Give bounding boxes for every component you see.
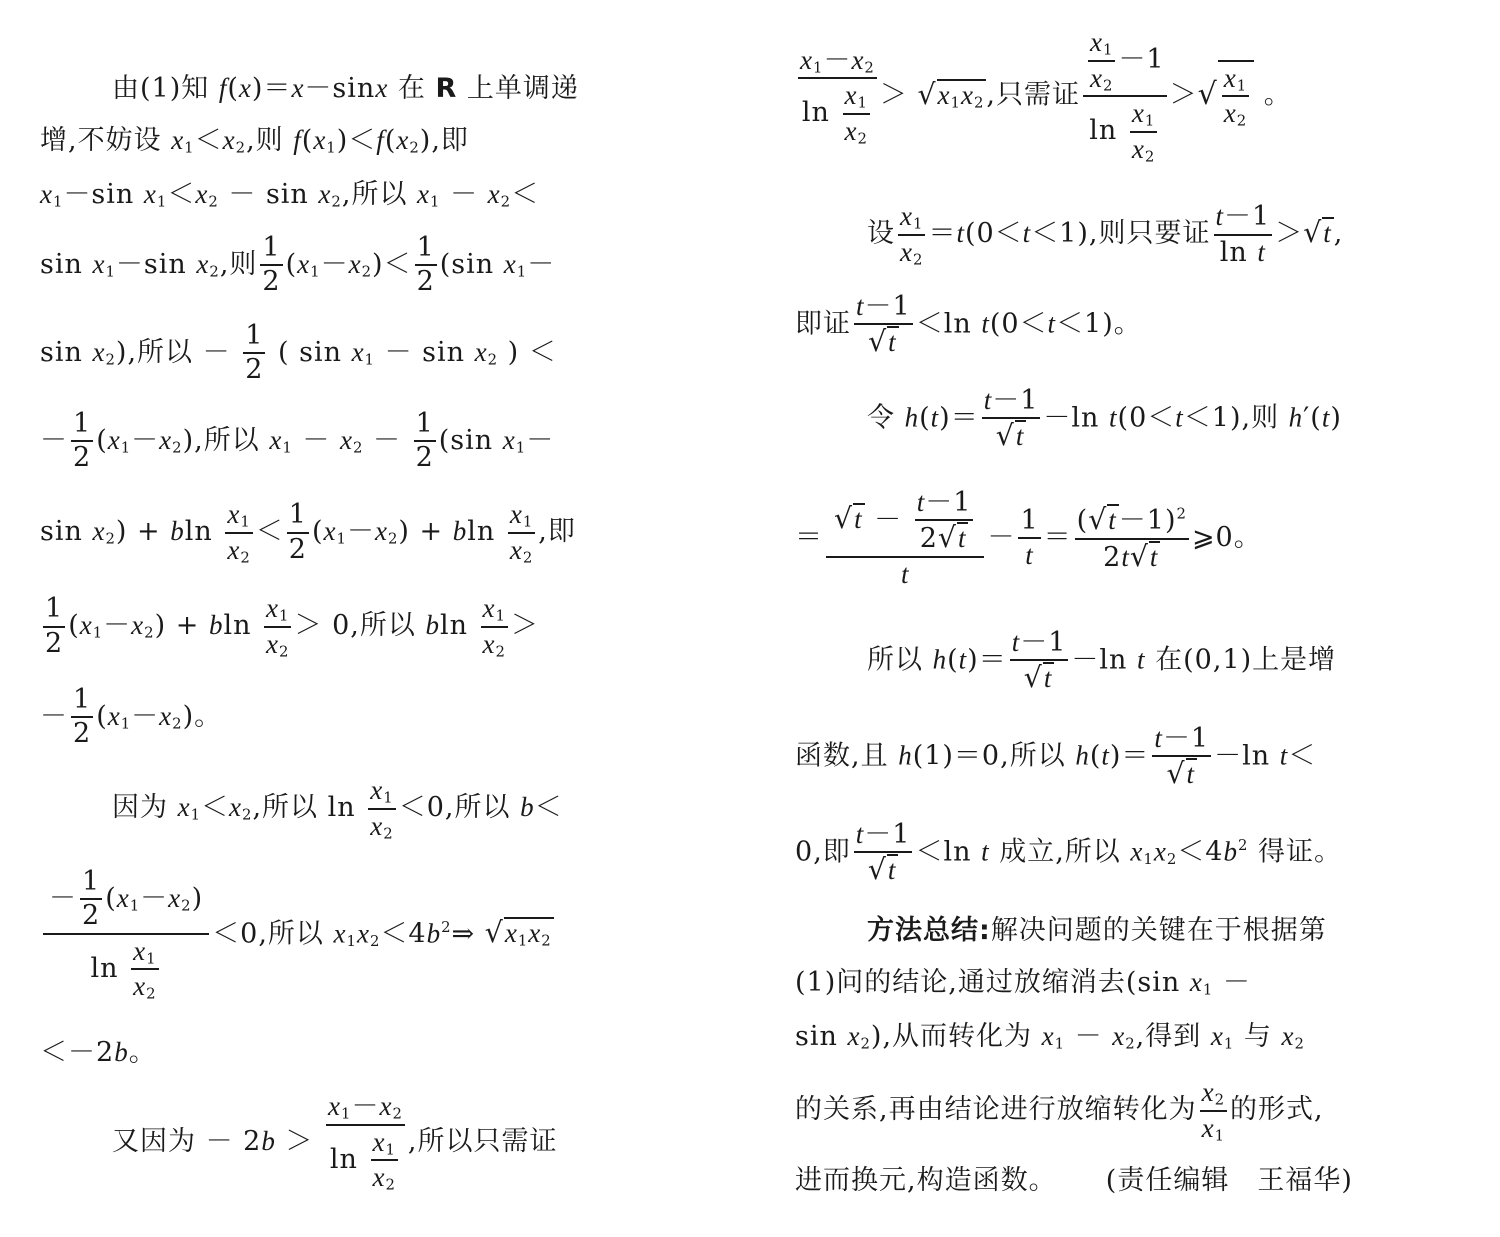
right-line-6: 所以 h(t)＝ $\frac{t-1}{√t}$ －ln t 在(0,1)上是增 <box>867 627 1337 695</box>
left-column <box>40 0 720 1237</box>
editor-credit: (责任编辑 王福华) <box>1105 1165 1353 1196</box>
right-line-10: (1)问的结论,通过放缩消去(sin $x_1$ － <box>795 967 1251 999</box>
left-line-6: － $\frac{1}{2}$ $(x_1-x_2)$,所以 $x_1 - x_2$ － $\frac{1}{2}$ (sin $x_1-$ <box>40 408 555 474</box>
right-line-2: 设 $\frac{x_1}{x_2}$ ＝t(0＜t＜1),则只要证 $\frac{t-1}{\text{ln t}}$ ＞√t, <box>867 201 1344 269</box>
left-line-9: － $\frac{1}{2}$ $(x_1-x_2)$。 <box>40 684 223 750</box>
right-line-11: $\sin x_2$),从而转化为 $x_1 - x_2$,得到 $x_1$ 与 $x_2$ <box>795 1021 1305 1053</box>
summary-title: 方法总结: <box>867 915 991 946</box>
right-line-5: ＝ √t － $\frac{t-1}{2√t}$ t － $\frac{1}{t}$ ＝ $\frac{(√t-1)^2}{2t√t}$ ⩾0。 <box>795 487 1262 589</box>
left-line-5: $\sin x_2$),所以 － $\frac{1}{2}$ ( $\sin x_1 - \sin x_2$ ) ＜ <box>40 320 557 386</box>
left-line-10: 因为 $x_1<x_2$,所以 ln $\frac{x_1}{x_2}$ ＜0,所以 b＜ <box>112 775 563 843</box>
left-line-4: $\sin x_1-\sin$ $x_2$,则 $\frac{1}{2}$ $(x_1-x_2)<$ $\frac{1}{2}$ (sin $x_1-$ <box>40 232 556 298</box>
left-line-12: ＜－2b。 <box>40 1037 157 1068</box>
right-line-7: 函数,且 h(1)＝0,所以 h(t)＝ $\frac{t-1}{√t}$ －ln t＜ <box>795 723 1317 791</box>
right-line-12: 的关系,再由结论进行放缩转化为 $\frac{x_2}{x_1}$ 的形式, <box>795 1077 1324 1145</box>
right-line-9: 方法总结:解决问题的关键在于根据第 <box>867 915 1327 946</box>
right-line-13: 进而换元,构造函数。 (责任编辑 王福华) <box>795 1165 1353 1196</box>
left-line-7: $\sin x_2) + bln$ $\frac{x_1}{x_2}$ ＜ $\frac{1}{2}$ $(x_1-x_2) + bln$ $\frac{x_1}{x_2}$ ,即 <box>40 499 576 567</box>
left-line-3: $x_1-\sin$ $x_1<x_2 - \sin x_2$,所以 $x_1 - x_2<$ <box>40 179 540 211</box>
left-line-1: 由(1)知 f(x)＝x－sinx 在 R 上单调递 <box>112 73 579 104</box>
right-line-3: 即证 $\frac{t-1}{√t}$ ＜ln t(0＜t＜1)。 <box>795 291 1142 359</box>
left-line-11: － $\frac{1}{2}$ $(x_1-x_2)$ ln $\frac{x_1}{x_2}$ ＜0,所以 $x_1x_2<4b^2\Rightarrow$ $√x_1x_2$ <box>40 866 720 1004</box>
right-column <box>795 0 1475 1237</box>
left-line-8: $\frac{1}{2}$ $(x_1-x_2) + bln$ $\frac{x_1}{x_2}$ ＞ 0,所以 bln $\frac{x_1}{x_2}$ ＞ <box>45 593 539 661</box>
right-line-1: $x_1-x_2$ ln $\frac{x_1}{x_2}$ ＞ $√x_1x_2$,只需证 $\frac{x_1}{x_2}$ －1 ln $\frac{x_1}{x_2}$ ＞√ $\frac{x_1}{x_2}$ 。 <box>800 27 1292 166</box>
left-line-2: 增,不妨设 $x_1<x_2$,则 $f(x_1)<f(x_2)$,即 <box>40 125 469 157</box>
left-line-13: 又因为 － 2b ＞ $x_1-x_2$ ln $\frac{x_1}{x_2}$ ,所以只需证 <box>112 1091 558 1194</box>
right-line-8: 0,即 $\frac{t-1}{√t}$ ＜ln t 成立,所以 $x_1x_2<4b^2$ 得证。 <box>795 819 1342 887</box>
right-line-4: 令 h(t)＝ $\frac{t-1}{√t}$ －ln t(0＜t＜1),则 h′(t) <box>867 385 1342 453</box>
